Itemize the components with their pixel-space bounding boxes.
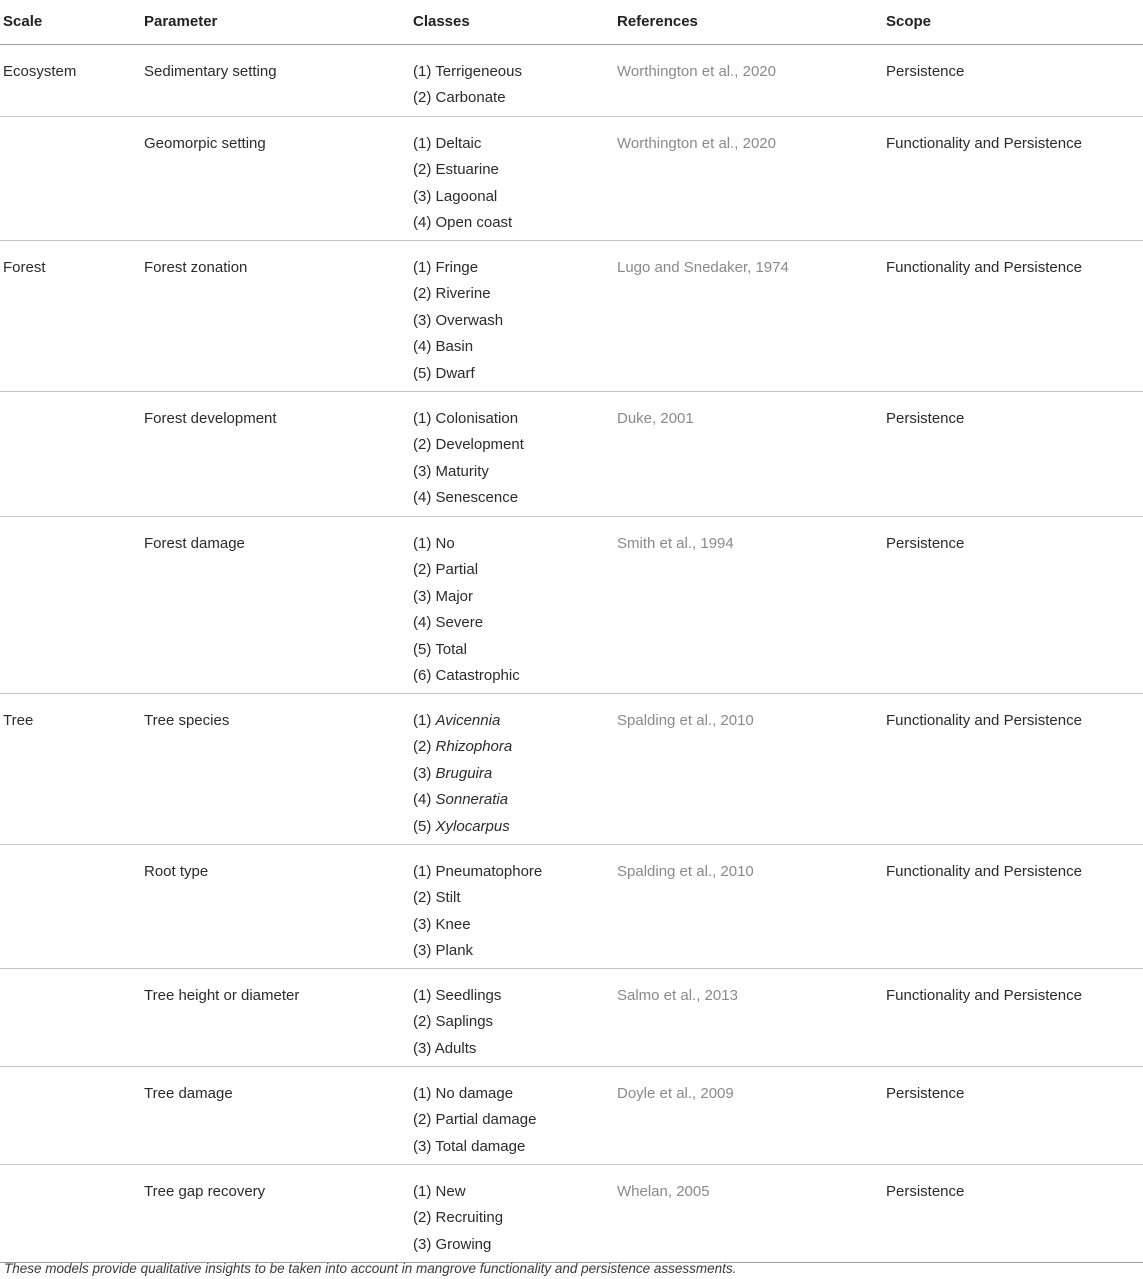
class-number: (1) bbox=[413, 535, 432, 552]
class-number: (5) bbox=[413, 364, 432, 382]
class-item bbox=[413, 584, 520, 610]
cell-reference: Spalding et al., 2010 bbox=[617, 863, 754, 880]
class-number: (2) bbox=[413, 738, 432, 756]
cell-scope: Functionality and Persistence bbox=[886, 863, 1082, 880]
class-name: Open coast bbox=[435, 214, 513, 232]
class-number: (1) bbox=[413, 987, 432, 1004]
class-item bbox=[413, 308, 503, 334]
class-name: Recruiting bbox=[435, 1209, 504, 1227]
class-item bbox=[413, 1205, 503, 1231]
class-name: Plank bbox=[435, 942, 474, 960]
cell-reference: Smith et al., 1994 bbox=[617, 535, 734, 552]
header-classes: Classes bbox=[413, 13, 470, 30]
class-name: No damage bbox=[435, 1085, 514, 1102]
class-item bbox=[413, 59, 522, 85]
cell-classes bbox=[413, 531, 520, 689]
class-name: Bruguira bbox=[435, 764, 493, 782]
class-number: (3) bbox=[413, 187, 432, 205]
cell-reference: Spalding et al., 2010 bbox=[617, 712, 754, 729]
class-number: (2) bbox=[413, 1013, 432, 1031]
class-name: Terrigeneous bbox=[435, 63, 522, 80]
cell-parameter: Forest damage bbox=[144, 535, 245, 552]
class-number: (1) bbox=[413, 410, 432, 427]
class-item bbox=[413, 281, 503, 307]
class-name: Total damage bbox=[435, 1137, 526, 1155]
class-number: (3) bbox=[413, 587, 432, 605]
class-number: (4) bbox=[413, 489, 432, 507]
table-row bbox=[0, 117, 1143, 241]
class-name: Development bbox=[435, 436, 524, 454]
class-number: (2) bbox=[413, 889, 432, 907]
class-number: (3) bbox=[413, 1137, 432, 1155]
class-item bbox=[413, 157, 512, 183]
class-item bbox=[413, 459, 524, 485]
cell-reference: Worthington et al., 2020 bbox=[617, 135, 776, 152]
class-name: Avicennia bbox=[435, 712, 501, 729]
class-number: (6) bbox=[413, 666, 432, 684]
class-item bbox=[413, 1134, 536, 1160]
cell-classes bbox=[413, 859, 542, 965]
class-number: (3) bbox=[413, 915, 432, 933]
class-name: Stilt bbox=[435, 889, 461, 907]
class-item bbox=[413, 485, 524, 511]
cell-classes bbox=[413, 1179, 503, 1258]
class-name: Estuarine bbox=[435, 161, 499, 179]
cell-classes bbox=[413, 1081, 536, 1160]
class-name: Knee bbox=[435, 915, 471, 933]
class-name: Carbonate bbox=[435, 89, 506, 107]
cell-reference: Whelan, 2005 bbox=[617, 1183, 710, 1200]
table-row bbox=[0, 1165, 1143, 1263]
class-item bbox=[413, 1009, 501, 1035]
class-number: (5) bbox=[413, 817, 432, 835]
table-header-row bbox=[0, 0, 1143, 45]
class-number: (4) bbox=[413, 791, 432, 809]
class-item bbox=[413, 531, 520, 557]
class-number: (3) bbox=[413, 1039, 432, 1057]
class-number: (2) bbox=[413, 1209, 432, 1227]
class-number: (2) bbox=[413, 161, 432, 179]
class-item bbox=[413, 361, 503, 387]
cell-parameter: Root type bbox=[144, 863, 209, 880]
cell-scope: Persistence bbox=[886, 1085, 965, 1102]
class-number: (3) bbox=[413, 462, 432, 480]
cell-parameter: Tree height or diameter bbox=[144, 987, 300, 1004]
cell-scope: Functionality and Persistence bbox=[886, 259, 1082, 276]
class-item bbox=[413, 1107, 536, 1133]
class-number: (5) bbox=[413, 640, 432, 658]
class-item bbox=[413, 184, 512, 210]
class-name: Seedlings bbox=[435, 987, 502, 1004]
cell-reference: Worthington et al., 2020 bbox=[617, 63, 776, 80]
class-number: (3) bbox=[413, 942, 432, 960]
cell-scope: Functionality and Persistence bbox=[886, 712, 1082, 729]
header-parameter: Parameter bbox=[144, 13, 218, 30]
class-number: (4) bbox=[413, 614, 432, 632]
cell-classes bbox=[413, 406, 524, 512]
class-number: (4) bbox=[413, 338, 432, 356]
class-number: (3) bbox=[413, 764, 432, 782]
class-item bbox=[413, 885, 542, 911]
class-name: Lagoonal bbox=[435, 187, 498, 205]
class-name: Partial bbox=[435, 561, 479, 579]
class-name: Total bbox=[435, 640, 467, 658]
table-row bbox=[0, 45, 1143, 117]
cell-parameter: Geomorpic setting bbox=[144, 135, 266, 152]
class-number: (1) bbox=[413, 712, 432, 729]
cell-scale: Tree bbox=[3, 712, 34, 729]
class-name: Overwash bbox=[435, 311, 504, 329]
class-item bbox=[413, 637, 520, 663]
class-item bbox=[413, 210, 512, 236]
class-number: (1) bbox=[413, 1183, 432, 1200]
class-name: Pneumatophore bbox=[435, 863, 543, 880]
class-number: (1) bbox=[413, 63, 432, 80]
class-item bbox=[413, 255, 503, 281]
class-item bbox=[413, 610, 520, 636]
table-row bbox=[0, 241, 1143, 392]
class-name: Maturity bbox=[435, 462, 489, 480]
cell-classes bbox=[413, 708, 512, 840]
class-name: Severe bbox=[435, 614, 484, 632]
cell-scale: Forest bbox=[3, 259, 46, 276]
class-name: Sonneratia bbox=[435, 791, 509, 809]
class-number: (2) bbox=[413, 89, 432, 107]
class-name: Riverine bbox=[435, 285, 491, 303]
class-item bbox=[413, 859, 542, 885]
class-number: (1) bbox=[413, 135, 432, 152]
class-item bbox=[413, 1179, 503, 1205]
cell-classes bbox=[413, 255, 503, 387]
class-item bbox=[413, 734, 512, 760]
class-item bbox=[413, 334, 503, 360]
cell-scope: Persistence bbox=[886, 63, 965, 80]
class-item bbox=[413, 557, 520, 583]
cell-classes bbox=[413, 131, 512, 237]
class-item bbox=[413, 1081, 536, 1107]
class-item bbox=[413, 663, 520, 689]
cell-scope: Functionality and Persistence bbox=[886, 135, 1082, 152]
class-name: Fringe bbox=[435, 259, 479, 276]
class-name: No bbox=[435, 535, 455, 552]
class-number: (4) bbox=[413, 214, 432, 232]
cell-scope: Functionality and Persistence bbox=[886, 987, 1082, 1004]
class-item bbox=[413, 761, 512, 787]
class-number: (1) bbox=[413, 1085, 432, 1102]
class-name: Senescence bbox=[435, 489, 519, 507]
class-name: Deltaic bbox=[435, 135, 482, 152]
cell-scope: Persistence bbox=[886, 535, 965, 552]
cell-parameter: Sedimentary setting bbox=[144, 63, 277, 80]
class-item bbox=[413, 131, 512, 157]
class-item bbox=[413, 708, 512, 734]
class-number: (2) bbox=[413, 1111, 432, 1129]
class-name: New bbox=[435, 1183, 466, 1200]
cell-parameter: Tree species bbox=[144, 712, 230, 729]
class-item bbox=[413, 1036, 501, 1062]
table-row bbox=[0, 392, 1143, 517]
cell-scale: Ecosystem bbox=[3, 63, 77, 80]
class-name: Basin bbox=[435, 338, 474, 356]
class-name: Partial damage bbox=[435, 1111, 537, 1129]
class-name: Adults bbox=[434, 1039, 477, 1057]
class-name: Dwarf bbox=[435, 364, 475, 382]
table-row bbox=[0, 1067, 1143, 1165]
table-row bbox=[0, 517, 1143, 694]
cell-scope: Persistence bbox=[886, 1183, 965, 1200]
table-footnote: These models provide qualitative insights to be taken into account in mangrove functionality and persistence assessments. bbox=[4, 1261, 737, 1276]
cell-classes bbox=[413, 59, 522, 112]
cell-parameter: Forest zonation bbox=[144, 259, 248, 276]
class-item bbox=[413, 938, 542, 964]
class-item bbox=[413, 983, 501, 1009]
table-body bbox=[0, 45, 1143, 1263]
cell-parameter: Tree damage bbox=[144, 1085, 233, 1102]
class-number: (1) bbox=[413, 259, 432, 276]
table-row bbox=[0, 845, 1143, 969]
class-name: Saplings bbox=[435, 1013, 494, 1031]
class-name: Catastrophic bbox=[435, 666, 520, 684]
cell-parameter: Tree gap recovery bbox=[144, 1183, 266, 1200]
cell-reference: Lugo and Snedaker, 1974 bbox=[617, 259, 789, 276]
class-name: Xylocarpus bbox=[435, 817, 510, 835]
cell-scope: Persistence bbox=[886, 410, 965, 427]
class-item bbox=[413, 912, 542, 938]
class-item bbox=[413, 787, 512, 813]
cell-classes bbox=[413, 983, 501, 1062]
class-name: Growing bbox=[435, 1235, 492, 1253]
cell-reference: Duke, 2001 bbox=[617, 410, 694, 427]
header-references: References bbox=[617, 13, 698, 30]
class-item bbox=[413, 1232, 503, 1258]
class-item bbox=[413, 85, 522, 111]
class-item bbox=[413, 814, 512, 840]
table-row bbox=[0, 694, 1143, 845]
header-scale: Scale bbox=[3, 13, 43, 30]
class-item bbox=[413, 432, 524, 458]
class-number: (2) bbox=[413, 561, 432, 579]
class-item bbox=[413, 406, 524, 432]
class-name: Rhizophora bbox=[435, 738, 513, 756]
class-number: (1) bbox=[413, 863, 432, 880]
header-scope: Scope bbox=[886, 13, 932, 30]
class-number: (2) bbox=[413, 285, 432, 303]
table-row bbox=[0, 969, 1143, 1067]
class-name: Major bbox=[435, 587, 474, 605]
cell-reference: Salmo et al., 2013 bbox=[617, 987, 738, 1004]
class-number: (3) bbox=[413, 311, 432, 329]
class-name: Colonisation bbox=[435, 410, 519, 427]
cell-parameter: Forest development bbox=[144, 410, 277, 427]
cell-reference: Doyle et al., 2009 bbox=[617, 1085, 734, 1102]
class-number: (2) bbox=[413, 436, 432, 454]
class-number: (3) bbox=[413, 1235, 432, 1253]
